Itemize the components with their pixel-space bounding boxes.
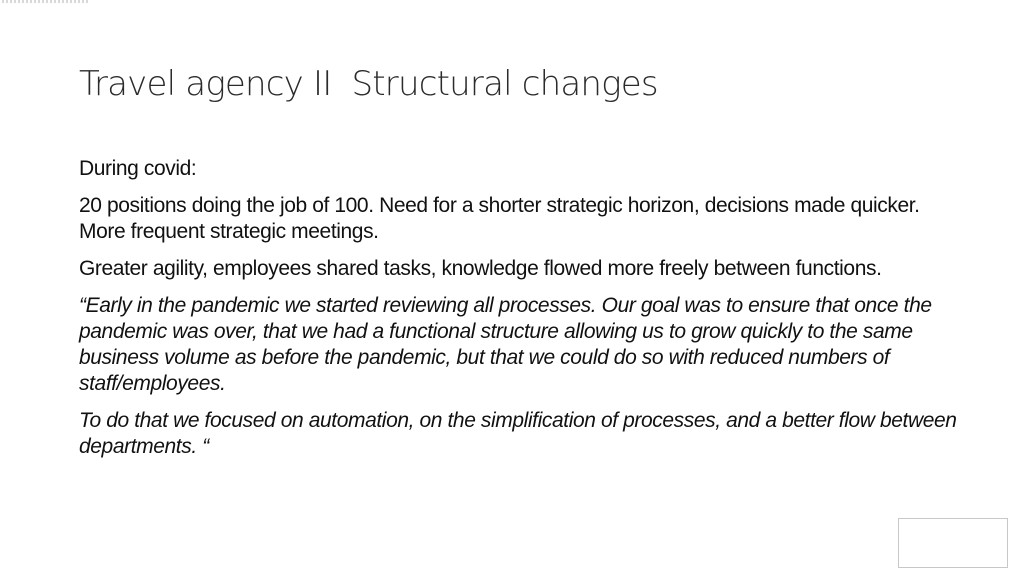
slide-corner-mark xyxy=(2,0,88,3)
slide-navigation-box[interactable] xyxy=(898,518,1008,568)
paragraph-agility: Greater agility, employees shared tasks, knowledge flowed more freely between functions. xyxy=(79,257,882,280)
paragraph-quote-review: “Early in the pandemic we started reviewing all processes. Our goal was to ensure that once the pandemic was over, that we had a functional structure allowing us to grow quickly to the same business volume as before the pandemic, but that we could do so with reduced numbers of staff/employees. xyxy=(79,294,932,395)
paragraph-positions: 20 positions doing the job of 100. Need for a shorter strategic horizon, decisions made quicker. More frequent strategic meetings. xyxy=(79,194,920,243)
slide-title: Travel agency II Structural changes xyxy=(79,64,658,104)
paragraph-quote-automation: To do that we focused on automation, on the simplification of processes, and a better flow between departments. “ xyxy=(79,409,957,458)
paragraph-during-covid: During covid: xyxy=(79,157,197,180)
slide-body xyxy=(79,156,959,471)
